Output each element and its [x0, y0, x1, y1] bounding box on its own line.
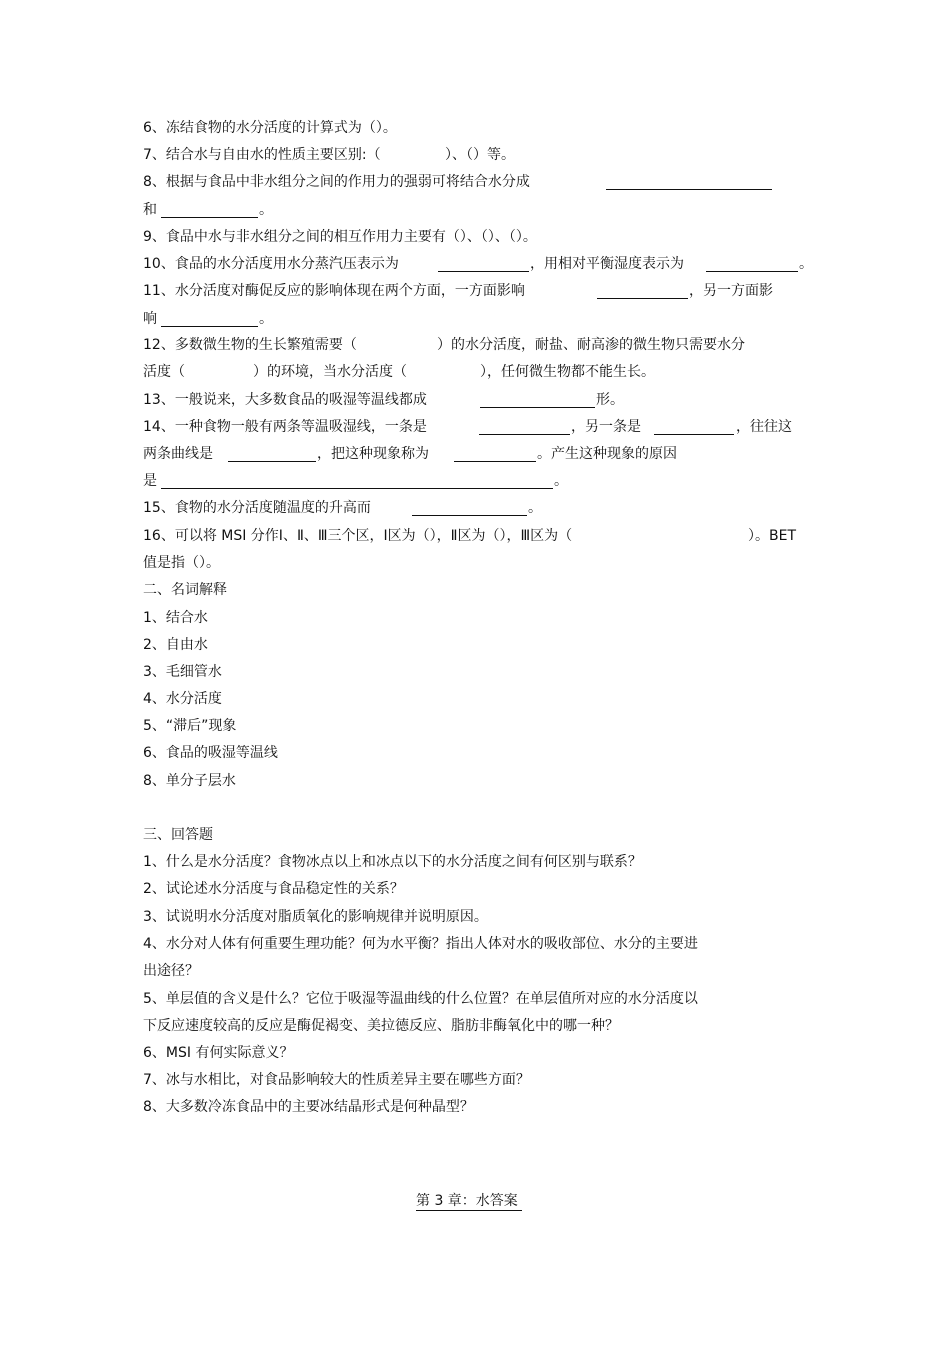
answer-question-7: 7、冰与水相比，对食品影响较大的性质差异主要在哪些方面？: [143, 1072, 530, 1088]
question-14-part-d: 两条曲线是: [143, 446, 213, 462]
question-12-part-d: ）的环境，当水分活度（: [253, 364, 407, 380]
question-14-part-h: 。: [554, 473, 568, 489]
question-11-part-d: 。: [259, 311, 273, 327]
answer-blank[interactable]: [654, 434, 734, 435]
term-item: 8、单分子层水: [143, 773, 236, 789]
answer-question-6: 6、MSI 有何实际意义？: [143, 1045, 294, 1061]
answer-question-4-line-1: 4、水分对人体有何重要生理功能？何为水平衡？指出人体对水的吸收部位、水分的主要进: [143, 936, 698, 952]
answer-question-8: 8、大多数冷冻食品中的主要冰结晶形式是何种晶型？: [143, 1099, 474, 1115]
answer-blank[interactable]: [161, 326, 258, 327]
question-8-part-b: 和: [143, 202, 157, 218]
question-12-part-c: 活度（: [143, 364, 185, 380]
question-6: 6、冻结食物的水分活度的计算式为（）。: [143, 120, 397, 136]
answer-question-2: 2、试论述水分活度与食品稳定性的关系？: [143, 881, 404, 897]
question-14-part-a: 14、一种食物一般有两条等温吸湿线，一条是: [143, 419, 427, 435]
question-16-part-b: ）。BET: [748, 528, 797, 544]
question-10-part-b: ，用相对平衡湿度表示为: [530, 256, 684, 272]
term-item: 5、“滞后”现象: [143, 718, 237, 734]
answer-blank[interactable]: [228, 461, 316, 462]
question-12-part-a: 12、多数微生物的生长繁殖需要（: [143, 337, 357, 353]
question-14-part-g: 是: [143, 473, 157, 489]
question-10-part-a: 10、食品的水分活度用水分蒸汽压表示为: [143, 256, 399, 272]
answer-blank[interactable]: [606, 189, 772, 190]
term-item: 3、毛细管水: [143, 664, 222, 680]
question-11-part-b: ，另一方面影: [689, 283, 773, 299]
question-13-part-b: 形。: [596, 392, 624, 408]
question-12-part-b: ）的水分活度，耐盐、耐高渗的微生物只需要水分: [437, 337, 745, 353]
question-12-part-e: ），任何微生物都不能生长。: [480, 364, 655, 380]
question-14-part-b: ，另一条是: [571, 419, 641, 435]
question-15-part-b: 。: [528, 500, 542, 516]
answer-question-1: 1、什么是水分活度？食物冰点以上和冰点以下的水分活度之间有何区别与联系？: [143, 854, 642, 870]
question-14-part-f: 。产生这种现象的原因: [537, 446, 677, 462]
answer-question-5-line-1: 5、单层值的含义是什么？它位于吸湿等温曲线的什么位置？在单层值所对应的水分活度以: [143, 991, 698, 1007]
question-8-part-a: 8、根据与食品中非水组分之间的作用力的强弱可将结合水分成: [143, 174, 530, 190]
section-heading-answers: 三、回答题: [143, 827, 213, 843]
answer-blank[interactable]: [161, 217, 258, 218]
answer-blank[interactable]: [479, 434, 570, 435]
answer-question-3: 3、试说明水分活度对脂质氧化的影响规律并说明原因。: [143, 909, 488, 925]
section-heading-terms: 二、名词解释: [143, 582, 227, 598]
answer-question-4-line-2: 出途径？: [143, 963, 199, 979]
question-11-part-a: 11、水分活度对酶促反应的影响体现在两个方面，一方面影响: [143, 283, 525, 299]
answer-blank[interactable]: [161, 488, 553, 489]
term-item: 6、食品的吸湿等温线: [143, 745, 278, 761]
answer-blank[interactable]: [454, 461, 536, 462]
answer-blank[interactable]: [480, 407, 595, 408]
question-9: 9、食品中水与非水组分之间的相互作用力主要有（）、（）、（）。: [143, 229, 537, 245]
question-7-part-a: 7、结合水与自由水的性质主要区别:（: [143, 147, 381, 163]
question-11-part-c: 响: [143, 311, 157, 327]
question-14-part-e: ，把这种现象称为: [317, 446, 429, 462]
question-16-part-c: 值是指（）。: [143, 555, 220, 571]
answer-question-5-line-2: 下反应速度较高的反应是酶促褐变、美拉德反应、脂肪非酶氧化中的哪一种？: [143, 1018, 619, 1034]
question-10-part-c: 。: [799, 256, 813, 272]
question-14-part-c: ，往往这: [736, 419, 792, 435]
answer-blank[interactable]: [412, 515, 527, 516]
question-8-part-c: 。: [259, 202, 273, 218]
question-15-part-a: 15、食物的水分活度随温度的升高而: [143, 500, 371, 516]
question-7-part-b: ）、（）等。: [445, 147, 515, 163]
answer-blank[interactable]: [438, 271, 529, 272]
term-item: 4、水分活度: [143, 691, 222, 707]
term-item: 2、自由水: [143, 637, 208, 653]
question-16-part-a: 16、可以将 MSI 分作Ⅰ、Ⅱ、Ⅲ三个区，Ⅰ区为（），Ⅱ区为（），Ⅲ区为（: [143, 528, 573, 544]
question-13-part-a: 13、一般说来，大多数食品的吸湿等温线都成: [143, 392, 427, 408]
chapter-answer-title: 第 3 章：水答案: [416, 1192, 522, 1211]
answer-blank[interactable]: [597, 298, 688, 299]
term-item: 1、结合水: [143, 610, 208, 626]
answer-blank[interactable]: [706, 271, 798, 272]
